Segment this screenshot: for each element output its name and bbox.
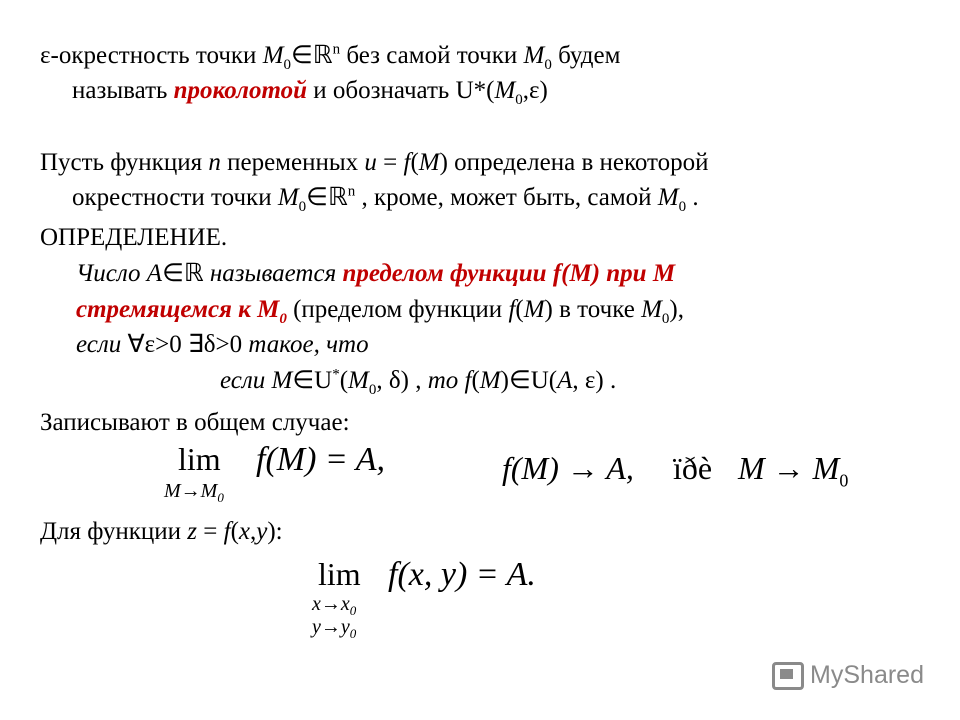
definition-title: ОПРЕДЕЛЕНИЕ. — [40, 224, 228, 251]
garbled-word: ïðè — [673, 450, 713, 486]
p2-line2: окрестности точки $M_0\in ℝ^n$ , кроме, может быть, самой $M_0$ . — [72, 183, 699, 215]
watermark-logo: MyShared — [772, 661, 924, 690]
lim-subscript-y: $y\to y_0$ — [312, 616, 357, 641]
def-line2: стремящемся к $M_0$ (пределом функции f(M) в точке $M_0$), — [76, 296, 684, 327]
term-punctured: проколотой — [173, 77, 308, 104]
tends-condition: $M \to M_0$ — [738, 450, 849, 491]
p1-line1: ε-окрестность точки $M_0\in ℝ^n$ без самой точки $M_0$ будем — [40, 41, 621, 73]
p1-line2: называть проколотой и обозначать $U*(M_0,\varepsilon)$ — [72, 77, 548, 108]
two-var-caption: Для функции z = f(x,y): — [40, 518, 283, 545]
general-case-caption: Записывают в общем случае: — [40, 409, 350, 436]
lim-label-2: lim — [318, 556, 361, 592]
lim-subscript: $M\to M_0$ — [164, 480, 224, 505]
lim-subscript-x: $x\to x_0$ — [312, 593, 357, 618]
p2-line1: Пусть функция n переменных u = f(M) определена в некоторой — [40, 149, 709, 176]
def-line1: Число A∈ℝ называется пределом функции f(M) при M — [76, 260, 676, 287]
def-line3: если ∀ε>0 ∃δ>0 такое, что — [76, 331, 369, 358]
lim-label: lim — [178, 441, 221, 477]
term-limit-of-function: пределом функции f(M) при M — [342, 260, 676, 287]
def-line4: если $M\in U^*(M_0$, δ) , то f(M)∈U(A, ε) . — [220, 366, 617, 398]
watermark-icon — [772, 662, 804, 690]
limit-expression-2: f(x, y) = A. — [388, 556, 536, 593]
tends-expression: f(M) → A, — [502, 450, 634, 486]
limit-expression: f(M) = A, — [256, 441, 386, 478]
